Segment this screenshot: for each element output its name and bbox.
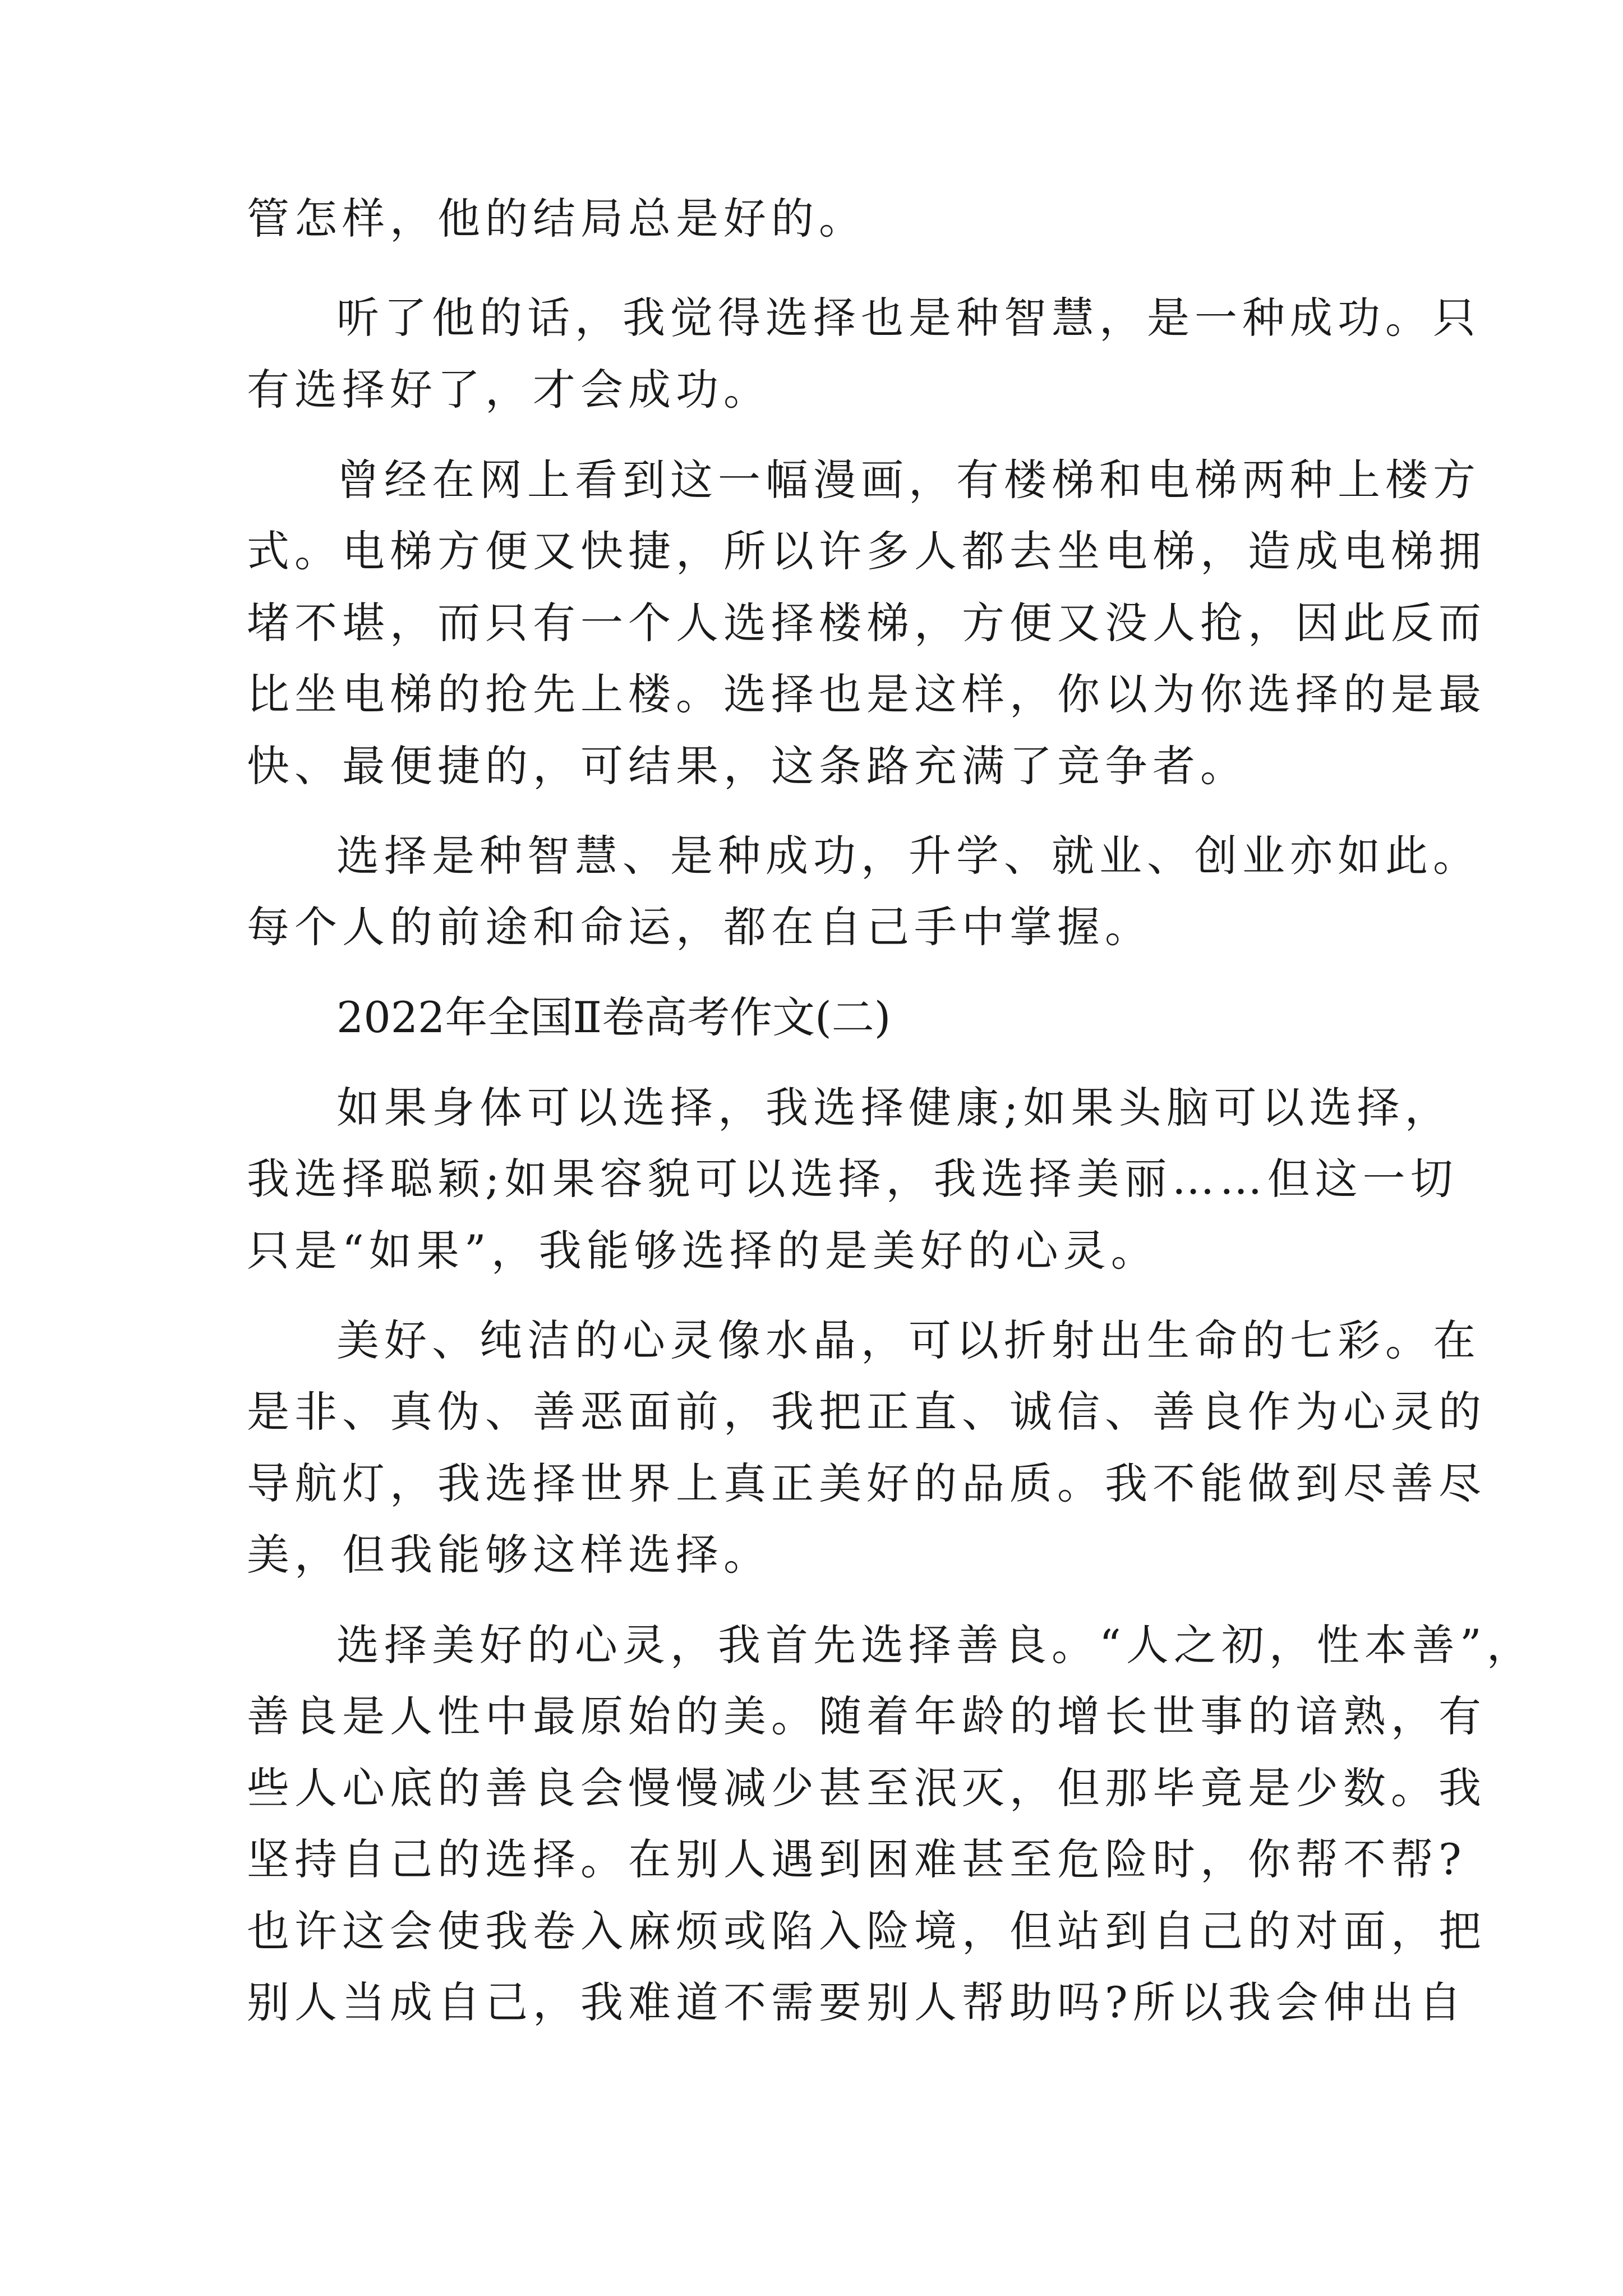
text-line: 式。电梯方便又快捷，所以许多人都去坐电梯，造成电梯拥 <box>247 526 1486 576</box>
text-line: 选择美好的心灵，我首先选择善良。“人之初，性本善”， <box>336 1620 1534 1670</box>
text-line: 堵不堪，而只有一个人选择楼梯，方便又没人抢，因此反而 <box>247 598 1486 648</box>
text-line: 我选择聪颖;如果容貌可以选择，我选择美丽……但这一切 <box>247 1154 1458 1204</box>
text-line: 美，但我能够这样选择。 <box>247 1530 771 1580</box>
text-line: 曾经在网上看到这一幅漫画，有楼梯和电梯两种上楼方 <box>336 455 1481 505</box>
text-line: 美好、纯洁的心灵像水晶，可以折射出生命的七彩。在 <box>336 1315 1481 1365</box>
text-line: 每个人的前途和命运，都在自己手中掌握。 <box>247 902 1152 952</box>
text-line: 比坐电梯的抢先上楼。选择也是这样，你以为你选择的是最 <box>247 669 1486 719</box>
text-line: 听了他的话，我觉得选择也是种智慧，是一种成功。只 <box>336 293 1481 343</box>
text-line: 有选择好了，才会成功。 <box>247 365 771 415</box>
section-heading: 2022年全国Ⅱ卷高考作文(二) <box>336 992 891 1042</box>
text-line: 坚持自己的选择。在别人遇到困难甚至危险时，你帮不帮? <box>247 1834 1467 1884</box>
text-line: 只是“如果”，我能够选择的是美好的心灵。 <box>247 1226 1159 1276</box>
text-line: 善良是人性中最原始的美。随着年龄的增长世事的谙熟，有 <box>247 1691 1486 1741</box>
text-line: 些人心底的善良会慢慢减少甚至泯灭，但那毕竟是少数。我 <box>247 1763 1486 1813</box>
text-line: 快、最便捷的，可结果，这条路充满了竞争者。 <box>247 741 1248 791</box>
text-line: 管怎样，他的结局总是好的。 <box>247 194 866 243</box>
text-line: 是非、真伪、善恶面前，我把正直、诚信、善良作为心灵的 <box>247 1387 1486 1437</box>
text-line: 选择是种智慧、是种成功，升学、就业、创业亦如此。 <box>336 831 1481 881</box>
text-line: 导航灯，我选择世界上真正美好的品质。我不能做到尽善尽 <box>247 1458 1486 1508</box>
text-line: 别人当成自己，我难道不需要别人帮助吗?所以我会伸出自 <box>247 1977 1467 2027</box>
text-line: 如果身体可以选择，我选择健康;如果头脑可以选择， <box>336 1083 1453 1133</box>
text-line: 也许这会使我卷入麻烦或陷入险境，但站到自己的对面，把 <box>247 1906 1486 1956</box>
